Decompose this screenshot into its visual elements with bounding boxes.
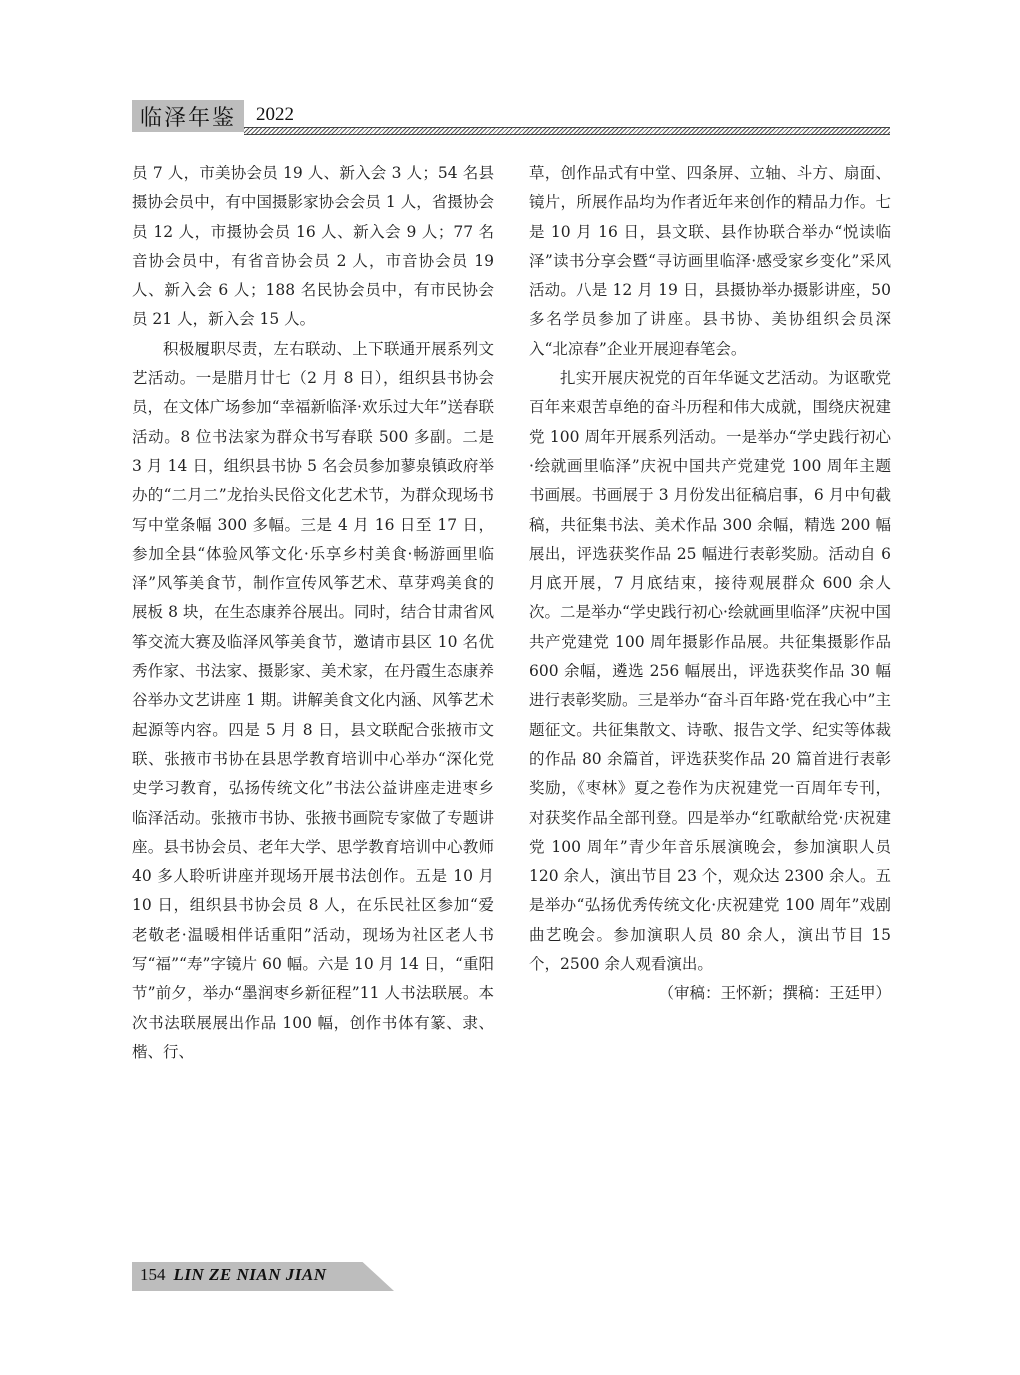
paragraph: 扎实开展庆祝党的百年华诞文艺活动。为讴歌党百年来艰苦卓绝的奋斗历程和伟大成就，围绕庆祝建党 100 周年开展系列活动。一是举办“学史践行初心·绘就画里临泽”庆祝中国共产党建党 100 周年主题书画展。书画展于 3 月份发出征稿启事，6 月中旬截稿，共征集书法、美术作品 300 余幅，精选 200 幅展出，评选获奖作品 25 幅进行表彰奖励。活动自 6 月底开展，7 月底结束，接待观展群众 600 余人次。二是举办“学史践行初心·绘就画里临泽”庆祝中国共产党建党 100 周年摄影作品展。共征集摄影作品 600 余幅，遴选 256 幅展出，评选获奖作品 30 幅进行表彰奖励。三是举办“奋斗百年路·党在我心中”主题征文。共征集散文、诗歌、报告文学、纪实等体裁的作品 80 余篇首，评选获奖作品 20 篇首进行表彰奖励，《枣林》夏之卷作为庆祝建党一百周年专刊，对获奖作品全部刊登。四是举办“红歌献给党·庆祝建党 100 周年”青少年音乐展演晚会，参加演职人员 120 余人，演出节目 23 个，观众达 2300 余人。五是举办“弘扬优秀传统文化·庆祝建党 100 周年”戏剧曲艺晚会。参加演职人员 80 余人，演出节目 15 个，2500 余人观看演出。 [529,369,891,974]
header-decorative-rule [244,127,890,135]
header-title: 临泽年鉴 [140,105,237,131]
footer-text [140,1265,327,1285]
body-columns [132,159,892,1169]
left-column [132,159,494,1067]
right-column [529,159,891,1009]
page-number: 154 [140,1265,166,1284]
header-year: 2022 [256,104,294,125]
author-signature: （审稿：王怀新；撰稿：王廷甲） [658,984,891,1003]
page-header [132,100,890,132]
running-title: LIN ZE NIAN JIAN [173,1265,327,1284]
paragraph: 草，创作品式有中堂、四条屏、立轴、斗方、扇面、镜片，所展作品均为作者近年来创作的精品力作。七是 10 月 16 日，县文联、县作协联合举办“悦读临泽”读书分享会暨“寻访画里临泽·感受家乡变化”采风活动。八是 12 月 19 日，县摄协举办摄影讲座，50 多名学员参加了讲座。县书协、美协组织会员深入“北凉春”企业开展迎春笔会。 [529,164,891,358]
paragraph: 积极履职尽责，左右联动、上下联通开展系列文艺活动。一是腊月廿七（2 月 8 日），组织县书协会员，在文体广场参加“幸福新临泽·欢乐过大年”送春联活动。8 位书法家为群众书写春联 500 多副。二是 3 月 14 日，组织县书协 5 名会员参加蓼泉镇政府举办的“二月二”龙抬头民俗文化艺术节，为群众现场书写中堂条幅 300 多幅。三是 4 月 16 日至 17 日，参加全县“体验风筝文化·乐享乡村美食·畅游画里临泽”风筝美食节，制作宣传风筝艺术、草芽鸡美食的展板 8 块，在生态康养谷展出。同时，结合甘肃省风筝交流大赛及临泽风筝美食节，邀请市县区 10 名优秀作家、书法家、摄影家、美术家，在丹霞生态康养谷举办文艺讲座 1 期。讲解美食文化内涵、风筝艺术起源等内容。四是 5 月 8 日，县文联配合张掖市文联、张掖市书协在县思学教育培训中心举办“深化党史学习教育，弘扬传统文化”书法公益讲座走进枣乡临泽活动。张掖市书协、张掖书画院专家做了专题讲座。县书协会员、老年大学、思学教育培训中心教师 40 多人聆听讲座并现场开展书法创作。五是 10 月 10 日，组织县书协会员 8 人，在乐民社区参加“爱老敬老·温暖相伴话重阳”活动，现场为社区老人书写“福”“寿”字镜片 60 幅。六是 10 月 14 日，“重阳节”前夕，举办“墨润枣乡新征程”11 人书法联展。本次书法联展展出作品 100 幅，创作书体有篆、隶、楷、行、 [132,339,494,1061]
page-footer [132,1262,394,1291]
paragraph: 员 7 人，市美协会员 19 人、新入会 3 人；54 名县摄协会员中，有中国摄影家协会会员 1 人，省摄协会员 12 人，市摄协会员 16 人、新入会 9 人；77 名音协会员中，有省音协会员 2 人，市音协会员 19 人、新入会 6 人；188 名民协会员中，有市民协会员 21 人，新入会 15 人。 [132,164,494,329]
header-title-box [132,100,244,132]
